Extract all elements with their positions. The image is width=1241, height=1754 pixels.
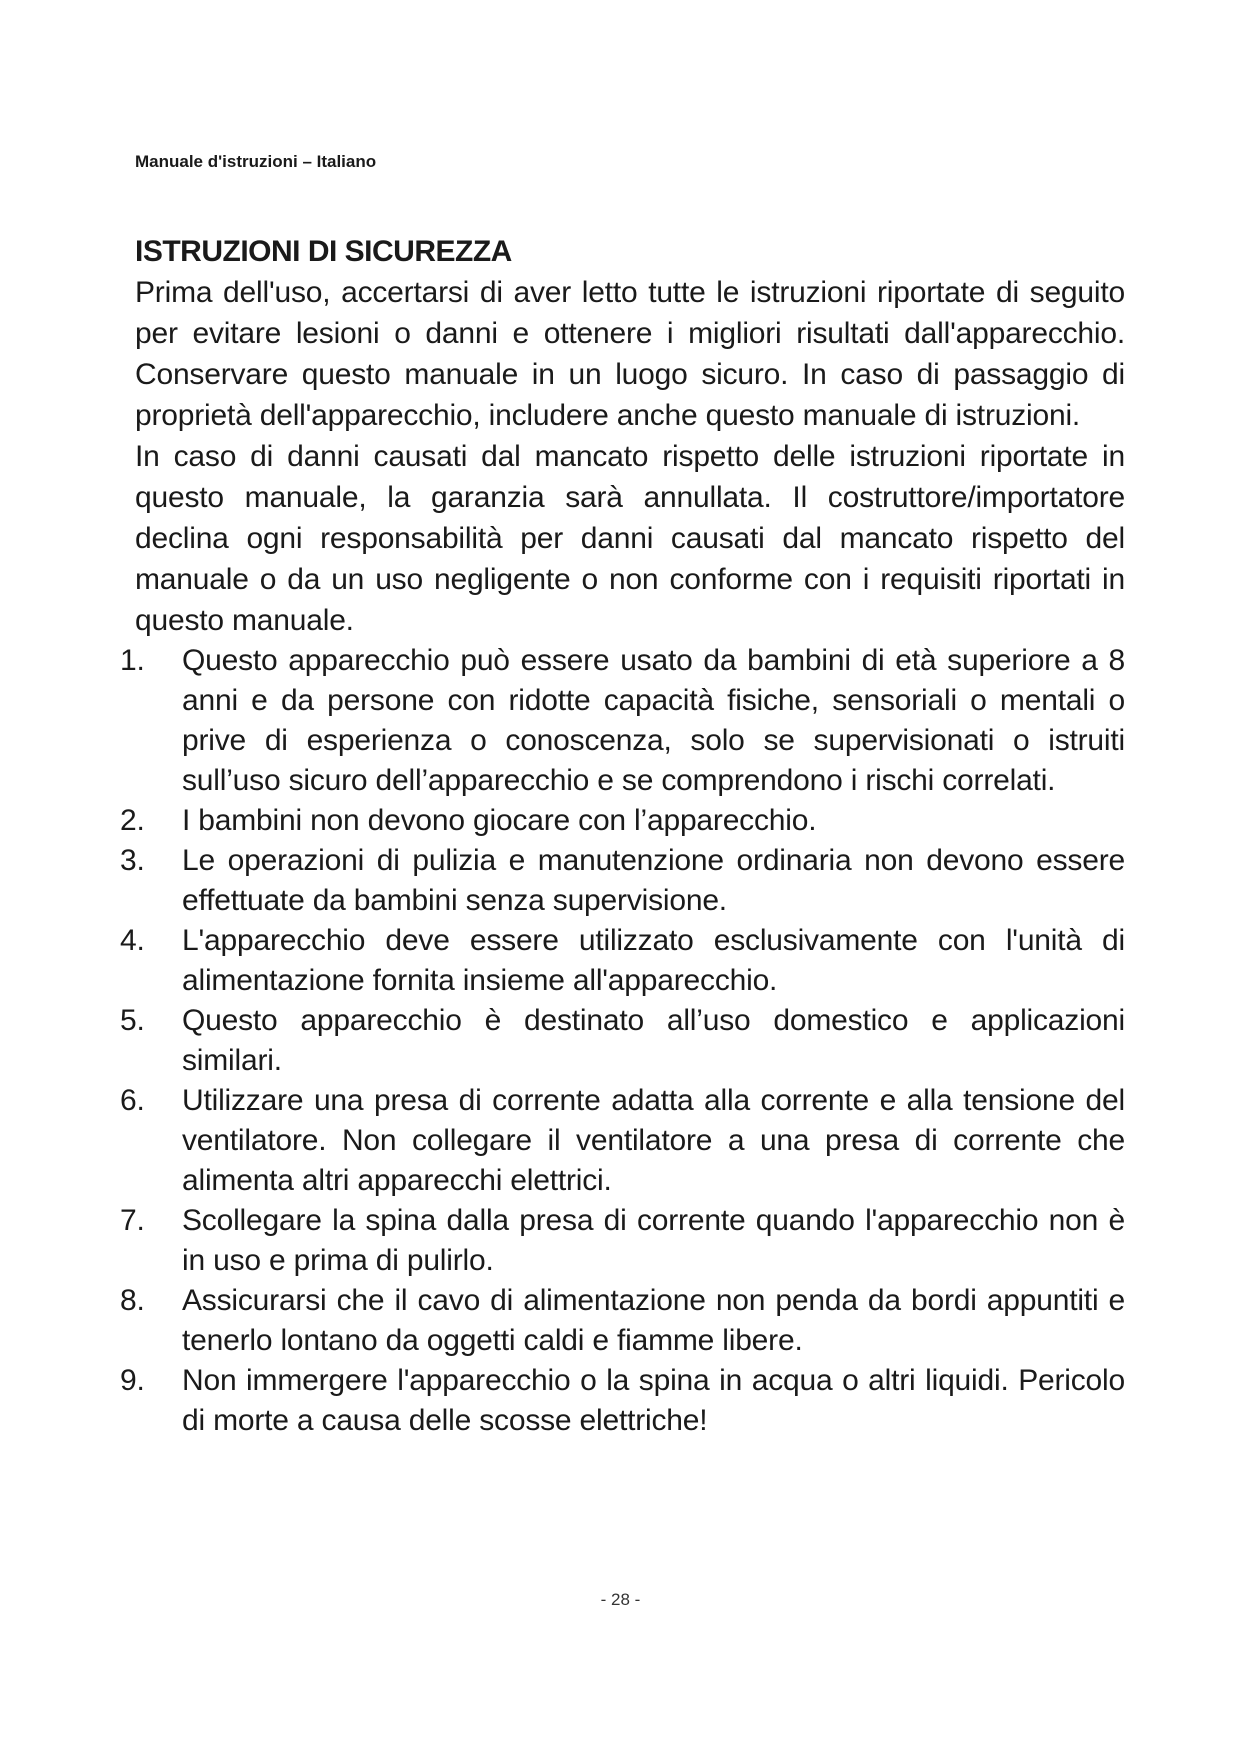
list-item-number: 7. (120, 1204, 145, 1237)
list-item-text: Scollegare la spina dalla presa di corrente quando l'apparecchio non è in uso e prima di pulirlo. (182, 1204, 1125, 1277)
list-item (120, 1361, 1125, 1441)
list-item-text: Utilizzare una presa di corrente adatta alla corrente e alla tensione del ventilatore. Non collegare il ventilatore a una presa di corrente che alimenta altri apparecchi elettrici. (182, 1084, 1125, 1197)
list-item (120, 801, 1125, 841)
warranty-paragraph: In caso di danni causati dal mancato rispetto delle istruzioni riportate in questo manuale, la garanzia sarà annullata. Il costruttore/importatore declina ogni responsabilità per danni causati dal mancato rispetto del manuale o da un uso negligente o non conforme con i requisiti riportati in questo manuale. (135, 440, 1125, 637)
list-item-text: Le operazioni di pulizia e manutenzione ordinaria non devono essere effettuate da bambini senza supervisione. (182, 844, 1125, 917)
list-item (120, 1081, 1125, 1201)
list-item-text: L'apparecchio deve essere utilizzato esclusivamente con l'unità di alimentazione fornita insieme all'apparecchio. (182, 924, 1125, 997)
list-item-number: 3. (120, 844, 145, 877)
intro-paragraph: Prima dell'uso, accertarsi di aver letto tutte le istruzioni riportate di seguito per evitare lesioni o danni e ottenere i migliori risultati dall'apparecchio. Conservare questo manuale in un luogo sicuro. In caso di passaggio di proprietà dell'apparecchio, includere anche questo manuale di istruzioni. (135, 276, 1125, 432)
list-item (120, 1201, 1125, 1281)
list-item-number: 8. (120, 1284, 145, 1317)
list-item-number: 1. (120, 644, 145, 677)
list-item (120, 1001, 1125, 1081)
list-item-text: Questo apparecchio è destinato all’uso domestico e applicazioni similari. (182, 1004, 1125, 1077)
document-body (120, 232, 1125, 1441)
list-item-number: 6. (120, 1084, 145, 1117)
list-item-text: I bambini non devono giocare con l’apparecchio. (182, 804, 817, 837)
list-item (120, 841, 1125, 921)
list-item-text: Questo apparecchio può essere usato da bambini di età superiore a 8 anni e da persone con ridotte capacità fisiche, sensoriali o mentali o prive di esperienza o conoscenza, solo se supervisionati o istruiti sull’uso sicuro dell’apparecchio e se comprendono i rischi correlati. (182, 644, 1125, 797)
list-item (120, 1281, 1125, 1361)
page-header: Manuale d'istruzioni – Italiano (135, 152, 377, 171)
list-item-text: Non immergere l'apparecchio o la spina in acqua o altri liquidi. Pericolo di morte a causa delle scosse elettriche! (182, 1364, 1125, 1437)
page-number: - 28 - (600, 1590, 641, 1609)
list-item-number: 4. (120, 924, 145, 957)
list-item-number: 5. (120, 1004, 145, 1037)
list-item-text: Assicurarsi che il cavo di alimentazione non penda da bordi appuntiti e tenerlo lontano da oggetti caldi e fiamme libere. (182, 1284, 1125, 1357)
section-title: ISTRUZIONI DI SICUREZZA (135, 235, 512, 268)
list-item-number: 9. (120, 1364, 145, 1397)
list-item (120, 641, 1125, 801)
list-item-number: 2. (120, 804, 145, 837)
safety-instructions-list (120, 641, 1125, 1441)
list-item (120, 921, 1125, 1001)
